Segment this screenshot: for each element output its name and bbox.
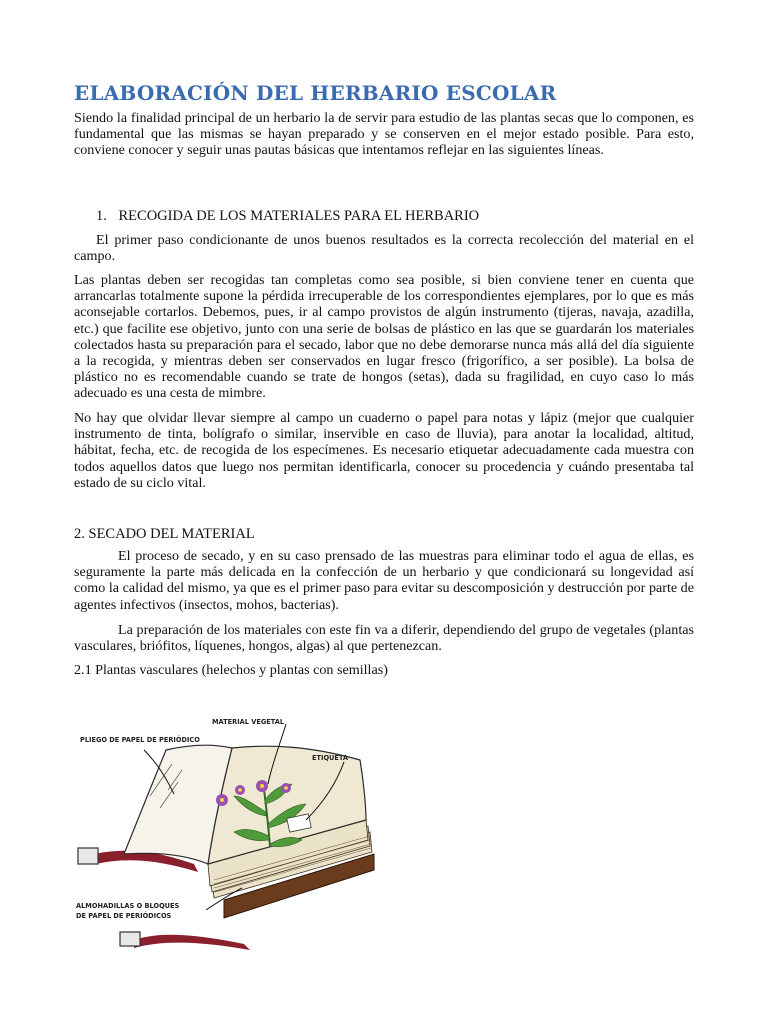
- section-1-number: 1.: [96, 208, 107, 224]
- label-pads-line-2: DE PAPEL DE PERIÓDICOS: [76, 912, 172, 920]
- section-2-paragraph-2: La preparación de los materiales con este fin va a diferir, dependiendo del grupo de vegetales (plantas vasculares, briófitos, líquenes, hongos, algas) al que pertenezcan.: [74, 622, 694, 655]
- buckle-top: [78, 848, 98, 864]
- section-2-heading: 2. SECADO DEL MATERIAL: [74, 526, 255, 542]
- section-2-paragraph-1: El proceso de secado, y en su caso prensado de las muestras para eliminar todo el agua de ellas, es seguramente la parte más delicada en la confección de un herbario y que condicionará su longevidad así como la calidad del mismo, ya que es el primer paso para evitar su descomposición y destrucción por parte de agentes infectivos (insectos, mohos, bacterias).: [74, 548, 694, 613]
- section-1-heading: [96, 208, 479, 225]
- label-newspaper-sheet: PLIEGO DE PAPEL DE PERIÓDICO: [80, 736, 200, 744]
- section-1-paragraph-2: Las plantas deben ser recogidas tan completas como sea posible, si bien conviene tener en cuenta que arrancarlas totalmente supone la pérdida irrecuperable de los correspondientes ejemplares, por lo que es más aconsejable cortarlos. Debemos, pues, ir al campo provistos de algún instrumento (tijeras, navaja, azadilla, etc.) que facilite ese objetivo, junto con una serie de bolsas de plástico en las que se guardarán los materiales colectados hasta su preparación para el secado, labor que no debe demorarse nunca más allá del día siguiente a la recogida, y mientras deben ser conservados en lugar fresco (frigorífico, a ser posible). La bolsa de plástico no es recomendable cuando se trate de hongos (setas), dada su fragilidad, en cuyo caso lo más adecuado es una cesta de mimbre.: [74, 272, 694, 402]
- section-1-title: RECOGIDA DE LOS MATERIALES PARA EL HERBARIO: [118, 208, 480, 224]
- section-1-paragraph-1: El primer paso condicionante de unos buenos resultados es la correcta recolección del material en el campo.: [74, 232, 694, 265]
- herbarium-press-illustration: [74, 704, 384, 952]
- label-plant-material: MATERIAL VEGETAL: [212, 718, 285, 726]
- document-title: ELABORACIÓN DEL HERBARIO ESCOLAR: [74, 81, 557, 105]
- label-tag: ETIQUETA: [312, 754, 349, 762]
- subsection-2-1-heading: 2.1 Plantas vasculares (helechos y plantas con semillas): [74, 662, 388, 678]
- label-pads-line-1: ALMOHADILLAS O BLOQUES: [76, 902, 180, 910]
- buckle-bottom: [120, 932, 140, 946]
- section-1-paragraph-3: No hay que olvidar llevar siempre al campo un cuaderno o papel para notas y lápiz (mejor que cualquier instrumento de tinta, bolígrafo o similar, inservible en caso de lluvia), para anotar la localidad, altitud, hábitat, fecha, etc. de recogida de los especímenes. Es necesario etiquetar adecuadamente cada muestra con todos aquellos datos que luego nos permitan identificarla, conocer su procedencia y cuándo presentaba tal estado de su ciclo vital.: [74, 410, 694, 491]
- intro-paragraph: Siendo la finalidad principal de un herbario la de servir para estudio de las plantas secas que lo componen, es fundamental que las mismas se hayan preparado y se conserven en el mejor estado posible. Para esto, conviene conocer y seguir unas pautas básicas que intentamos reflejar en las siguientes líneas.: [74, 110, 694, 159]
